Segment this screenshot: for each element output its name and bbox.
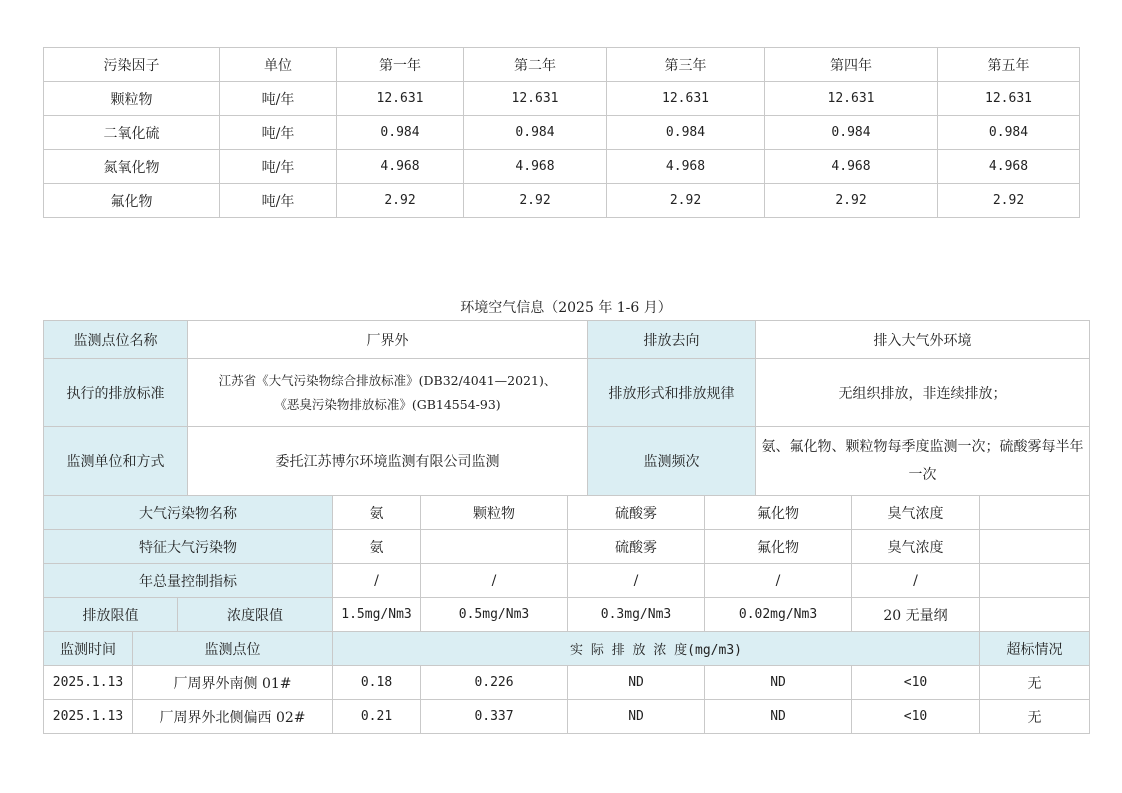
table-row — [44, 427, 1090, 496]
concentration-limit-label: 浓度限值 — [178, 598, 333, 632]
pollutant-name-label: 大气污染物名称 — [44, 496, 333, 530]
pollutant-cell: 氨 — [333, 496, 421, 530]
limit-cell: 0.5mg/Nm3 — [421, 598, 568, 632]
total-control-label: 年总量控制指标 — [44, 564, 333, 598]
discharge-direction-value: 排入大气外环境 — [756, 321, 1090, 359]
header-cell: 第四年 — [765, 48, 938, 82]
table-header-row — [44, 48, 1080, 82]
characteristic-cell — [421, 530, 568, 564]
pollutant-cell: 氟化物 — [705, 496, 852, 530]
pollutant-name: 氮氧化物 — [44, 150, 220, 184]
value-cell: 0.984 — [938, 116, 1080, 150]
time-label: 监测时间 — [44, 632, 133, 666]
table-row — [44, 150, 1080, 184]
concentration-label: 实 际 排 放 浓 度(mg/m3) — [333, 632, 980, 666]
standard-line-2: 《恶臭污染物排放标准》(GB14554-93) — [274, 396, 501, 412]
characteristic-cell: 氨 — [333, 530, 421, 564]
standard-label: 执行的排放标准 — [44, 359, 188, 427]
characteristic-cell: 氟化物 — [705, 530, 852, 564]
limit-cell: 0.3mg/Nm3 — [568, 598, 705, 632]
value-cell: 2.92 — [337, 184, 464, 218]
value-cell: 0.984 — [337, 116, 464, 150]
date-cell: 2025.1.13 — [44, 700, 133, 734]
characteristic-cell — [980, 530, 1090, 564]
limit-cell: 20 无量纲 — [852, 598, 980, 632]
pollutant-cell — [980, 496, 1090, 530]
frequency-label: 监测频次 — [588, 427, 756, 496]
characteristic-label: 特征大气污染物 — [44, 530, 333, 564]
value-cell: 0.226 — [421, 666, 568, 700]
frequency-value: 氨、氟化物、颗粒物每季度监测一次；硫酸雾每半年一次 — [756, 427, 1090, 496]
location-label: 监测点位名称 — [44, 321, 188, 359]
point-label: 监测点位 — [133, 632, 333, 666]
standard-line-1: 江苏省《大气污染物综合排放标准》(DB32/4041—2021)、 — [218, 372, 557, 388]
value-cell: 2.92 — [607, 184, 765, 218]
monitor-unit-value: 委托江苏博尔环境监测有限公司监测 — [188, 427, 588, 496]
value-cell: <10 — [852, 666, 980, 700]
table-row — [44, 496, 1090, 530]
value-cell: ND — [568, 666, 705, 700]
pollutant-cell: 颗粒物 — [421, 496, 568, 530]
header-cell: 污染因子 — [44, 48, 220, 82]
pollutant-cell: 硫酸雾 — [568, 496, 705, 530]
value-cell: 0.984 — [607, 116, 765, 150]
value-cell: ND — [568, 700, 705, 734]
unit-cell: 吨/年 — [220, 150, 337, 184]
value-cell: <10 — [852, 700, 980, 734]
total-control-cell: / — [568, 564, 705, 598]
characteristic-cell: 臭气浓度 — [852, 530, 980, 564]
table-row — [44, 321, 1090, 359]
table-row — [44, 359, 1090, 427]
value-cell: 2.92 — [938, 184, 1080, 218]
table-row — [44, 116, 1080, 150]
unit-cell: 吨/年 — [220, 184, 337, 218]
header-cell: 第一年 — [337, 48, 464, 82]
value-cell: 2.92 — [765, 184, 938, 218]
table-row — [44, 598, 1090, 632]
value-cell: 0.984 — [464, 116, 607, 150]
limit-cell: 1.5mg/Nm3 — [333, 598, 421, 632]
header-cell: 第五年 — [938, 48, 1080, 82]
date-cell: 2025.1.13 — [44, 666, 133, 700]
value-cell: 4.968 — [464, 150, 607, 184]
value-cell: 0.984 — [765, 116, 938, 150]
exceed-label: 超标情况 — [980, 632, 1090, 666]
value-cell: 4.968 — [938, 150, 1080, 184]
value-cell: 12.631 — [765, 82, 938, 116]
total-control-cell — [980, 564, 1090, 598]
header-cell: 单位 — [220, 48, 337, 82]
monitor-unit-label: 监测单位和方式 — [44, 427, 188, 496]
table-row — [44, 700, 1090, 734]
table-row — [44, 666, 1090, 700]
table-header-row — [44, 632, 1090, 666]
total-control-cell: / — [421, 564, 568, 598]
value-cell: 0.18 — [333, 666, 421, 700]
table-row — [44, 564, 1090, 598]
value-cell: 4.968 — [337, 150, 464, 184]
pollutant-monitoring-table — [43, 495, 1090, 734]
exceed-cell: 无 — [980, 666, 1090, 700]
value-cell: ND — [705, 666, 852, 700]
value-cell: 0.21 — [333, 700, 421, 734]
emissions-table — [43, 47, 1080, 218]
unit-cell: 吨/年 — [220, 116, 337, 150]
total-control-cell: / — [333, 564, 421, 598]
pollutant-name: 氟化物 — [44, 184, 220, 218]
limit-cell — [980, 598, 1090, 632]
point-cell: 厂周界外南侧 01# — [133, 666, 333, 700]
value-cell: 12.631 — [938, 82, 1080, 116]
characteristic-cell: 硫酸雾 — [568, 530, 705, 564]
total-control-cell: / — [705, 564, 852, 598]
limit-label: 排放限值 — [44, 598, 178, 632]
value-cell: 2.92 — [464, 184, 607, 218]
pollutant-name: 二氧化硫 — [44, 116, 220, 150]
point-cell: 厂周界外北侧偏西 02# — [133, 700, 333, 734]
value-cell: 0.337 — [421, 700, 568, 734]
total-control-cell: / — [852, 564, 980, 598]
header-cell: 第二年 — [464, 48, 607, 82]
table-row — [44, 82, 1080, 116]
value-cell: ND — [705, 700, 852, 734]
location-value: 厂界外 — [188, 321, 588, 359]
limit-cell: 0.02mg/Nm3 — [705, 598, 852, 632]
standard-value — [188, 359, 588, 427]
discharge-form-label: 排放形式和排放规律 — [588, 359, 756, 427]
discharge-form-value: 无组织排放，非连续排放； — [756, 359, 1090, 427]
value-cell: 12.631 — [464, 82, 607, 116]
unit-cell: 吨/年 — [220, 82, 337, 116]
value-cell: 4.968 — [607, 150, 765, 184]
discharge-direction-label: 排放去向 — [588, 321, 756, 359]
value-cell: 4.968 — [765, 150, 938, 184]
value-cell: 12.631 — [337, 82, 464, 116]
table-row — [44, 530, 1090, 564]
exceed-cell: 无 — [980, 700, 1090, 734]
air-info-table — [43, 320, 1090, 496]
pollutant-cell: 臭气浓度 — [852, 496, 980, 530]
header-cell: 第三年 — [607, 48, 765, 82]
section-title: 环境空气信息（2025 年 1-6 月） — [460, 300, 672, 316]
table-row — [44, 184, 1080, 218]
pollutant-name: 颗粒物 — [44, 82, 220, 116]
value-cell: 12.631 — [607, 82, 765, 116]
